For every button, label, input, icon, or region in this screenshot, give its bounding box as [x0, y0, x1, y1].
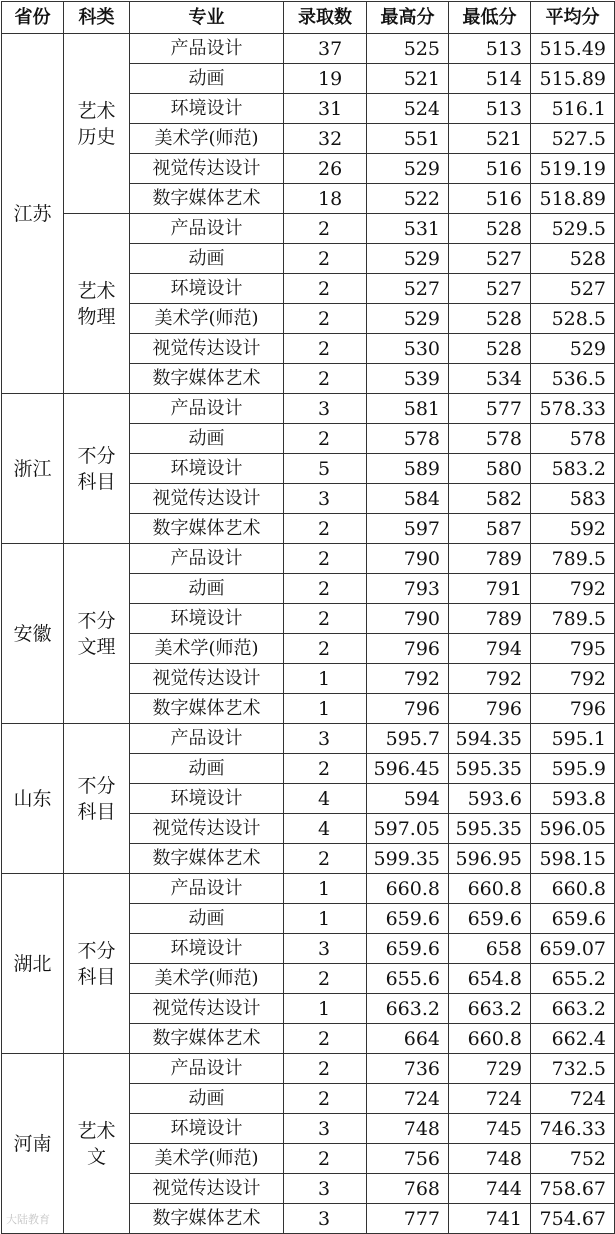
avg-score-cell: 583: [531, 484, 615, 514]
min-score-cell: 658: [449, 934, 531, 964]
header-min: 最低分: [449, 2, 531, 34]
min-score-cell: 794: [449, 634, 531, 664]
admitted-count-cell: 1: [284, 664, 367, 694]
major-cell: 视觉传达设计: [130, 334, 284, 364]
admitted-count-cell: 2: [284, 1054, 367, 1084]
major-cell: 产品设计: [130, 214, 284, 244]
major-cell: 产品设计: [130, 394, 284, 424]
min-score-cell: 744: [449, 1174, 531, 1204]
min-score-cell: 791: [449, 574, 531, 604]
max-score-cell: 748: [367, 1114, 449, 1144]
admitted-count-cell: 3: [284, 394, 367, 424]
major-cell: 视觉传达设计: [130, 154, 284, 184]
category-line: 艺术: [77, 99, 116, 122]
admitted-count-cell: 2: [284, 634, 367, 664]
max-score-cell: 529: [367, 244, 449, 274]
major-cell: 产品设计: [130, 724, 284, 754]
major-cell: 动画: [130, 574, 284, 604]
avg-score-cell: 724: [531, 1084, 615, 1114]
max-score-cell: 584: [367, 484, 449, 514]
max-score-cell: 529: [367, 304, 449, 334]
major-cell: 产品设计: [130, 34, 284, 64]
min-score-cell: 513: [449, 34, 531, 64]
max-score-cell: 521: [367, 64, 449, 94]
admitted-count-cell: 37: [284, 34, 367, 64]
category-line: 艺术: [77, 1119, 116, 1142]
avg-score-cell: 663.2: [531, 994, 615, 1024]
category-line: 不分: [77, 444, 116, 467]
category-line: 历史: [77, 125, 116, 148]
table-body: [2, 34, 615, 1234]
max-score-cell: 660.8: [367, 874, 449, 904]
min-score-cell: 527: [449, 274, 531, 304]
admitted-count-cell: 1: [284, 904, 367, 934]
min-score-cell: 789: [449, 544, 531, 574]
admitted-count-cell: 4: [284, 784, 367, 814]
min-score-cell: 516: [449, 154, 531, 184]
avg-score-cell: 595.9: [531, 754, 615, 784]
major-cell: 环境设计: [130, 604, 284, 634]
min-score-cell: 663.2: [449, 994, 531, 1024]
min-score-cell: 521: [449, 124, 531, 154]
admitted-count-cell: 3: [284, 1204, 367, 1234]
max-score-cell: 595.7: [367, 724, 449, 754]
table-row: [2, 874, 615, 904]
category-line: 科目: [77, 470, 116, 493]
admitted-count-cell: 1: [284, 694, 367, 724]
avg-score-cell: 660.8: [531, 874, 615, 904]
province-cell: 江苏: [2, 34, 64, 394]
avg-score-cell: 795: [531, 634, 615, 664]
admitted-count-cell: 31: [284, 94, 367, 124]
major-cell: 美术学(师范): [130, 634, 284, 664]
min-score-cell: 514: [449, 64, 531, 94]
admitted-count-cell: 2: [284, 424, 367, 454]
min-score-cell: 582: [449, 484, 531, 514]
header-avg: 平均分: [531, 2, 615, 34]
admitted-count-cell: 2: [284, 964, 367, 994]
major-cell: 数字媒体艺术: [130, 514, 284, 544]
max-score-cell: 736: [367, 1054, 449, 1084]
admitted-count-cell: 2: [284, 214, 367, 244]
major-cell: 动画: [130, 1084, 284, 1114]
min-score-cell: 796: [449, 694, 531, 724]
max-score-cell: 796: [367, 634, 449, 664]
min-score-cell: 578: [449, 424, 531, 454]
admission-scores-table: [1, 1, 615, 1234]
max-score-cell: 792: [367, 664, 449, 694]
major-cell: 动画: [130, 424, 284, 454]
province-cell: 安徽: [2, 544, 64, 724]
avg-score-cell: 758.67: [531, 1174, 615, 1204]
max-score-cell: 539: [367, 364, 449, 394]
max-score-cell: 578: [367, 424, 449, 454]
min-score-cell: 528: [449, 334, 531, 364]
province-cell: 湖北: [2, 874, 64, 1054]
major-cell: 美术学(师范): [130, 1144, 284, 1174]
admitted-count-cell: 3: [284, 934, 367, 964]
max-score-cell: 793: [367, 574, 449, 604]
major-cell: 数字媒体艺术: [130, 364, 284, 394]
table-row: [2, 544, 615, 574]
admitted-count-cell: 2: [284, 844, 367, 874]
min-score-cell: 595.35: [449, 754, 531, 784]
admitted-count-cell: 19: [284, 64, 367, 94]
category-cell: [64, 1054, 130, 1234]
admitted-count-cell: 2: [284, 304, 367, 334]
category-cell: [64, 874, 130, 1054]
admitted-count-cell: 2: [284, 574, 367, 604]
avg-score-cell: 754.67: [531, 1204, 615, 1234]
table-row: [2, 34, 615, 64]
admitted-count-cell: 2: [284, 1024, 367, 1054]
avg-score-cell: 752: [531, 1144, 615, 1174]
category-line: 物理: [77, 305, 116, 328]
max-score-cell: 664: [367, 1024, 449, 1054]
province-cell: 浙江: [2, 394, 64, 544]
major-cell: 数字媒体艺术: [130, 694, 284, 724]
major-cell: 美术学(师范): [130, 304, 284, 334]
max-score-cell: 589: [367, 454, 449, 484]
min-score-cell: 516: [449, 184, 531, 214]
province-cell: 山东: [2, 724, 64, 874]
avg-score-cell: 527: [531, 274, 615, 304]
avg-score-cell: 529: [531, 334, 615, 364]
avg-score-cell: 792: [531, 574, 615, 604]
avg-score-cell: 592: [531, 514, 615, 544]
min-score-cell: 580: [449, 454, 531, 484]
admitted-count-cell: 1: [284, 994, 367, 1024]
max-score-cell: 756: [367, 1144, 449, 1174]
max-score-cell: 599.35: [367, 844, 449, 874]
max-score-cell: 790: [367, 604, 449, 634]
min-score-cell: 745: [449, 1114, 531, 1144]
max-score-cell: 524: [367, 94, 449, 124]
min-score-cell: 792: [449, 664, 531, 694]
major-cell: 数字媒体艺术: [130, 844, 284, 874]
max-score-cell: 594: [367, 784, 449, 814]
min-score-cell: 659.6: [449, 904, 531, 934]
header-province: 省份: [2, 2, 64, 34]
major-cell: 环境设计: [130, 1114, 284, 1144]
admitted-count-cell: 18: [284, 184, 367, 214]
max-score-cell: 581: [367, 394, 449, 424]
avg-score-cell: 527.5: [531, 124, 615, 154]
min-score-cell: 595.35: [449, 814, 531, 844]
major-cell: 产品设计: [130, 874, 284, 904]
max-score-cell: 655.6: [367, 964, 449, 994]
admitted-count-cell: 2: [284, 1084, 367, 1114]
category-cell: [64, 544, 130, 724]
category-cell: [64, 724, 130, 874]
max-score-cell: 597.05: [367, 814, 449, 844]
category-cell: [64, 214, 130, 394]
avg-score-cell: 659.6: [531, 904, 615, 934]
avg-score-cell: 593.8: [531, 784, 615, 814]
avg-score-cell: 792: [531, 664, 615, 694]
avg-score-cell: 598.15: [531, 844, 615, 874]
admitted-count-cell: 2: [284, 244, 367, 274]
major-cell: 视觉传达设计: [130, 1174, 284, 1204]
admitted-count-cell: 2: [284, 514, 367, 544]
min-score-cell: 527: [449, 244, 531, 274]
max-score-cell: 529: [367, 154, 449, 184]
major-cell: 动画: [130, 904, 284, 934]
min-score-cell: 660.8: [449, 1024, 531, 1054]
major-cell: 环境设计: [130, 94, 284, 124]
category-line: 不分: [77, 609, 116, 632]
admitted-count-cell: 4: [284, 814, 367, 844]
avg-score-cell: 528.5: [531, 304, 615, 334]
major-cell: 视觉传达设计: [130, 994, 284, 1024]
major-cell: 产品设计: [130, 1054, 284, 1084]
avg-score-cell: 789.5: [531, 544, 615, 574]
min-score-cell: 534: [449, 364, 531, 394]
avg-score-cell: 529.5: [531, 214, 615, 244]
header-admitted: 录取数: [284, 2, 367, 34]
header-major: 专业: [130, 2, 284, 34]
category-cell: [64, 34, 130, 214]
avg-score-cell: 536.5: [531, 364, 615, 394]
min-score-cell: 660.8: [449, 874, 531, 904]
avg-score-cell: 746.33: [531, 1114, 615, 1144]
max-score-cell: 659.6: [367, 934, 449, 964]
admitted-count-cell: 2: [284, 1144, 367, 1174]
major-cell: 环境设计: [130, 934, 284, 964]
avg-score-cell: 519.19: [531, 154, 615, 184]
max-score-cell: 768: [367, 1174, 449, 1204]
major-cell: 产品设计: [130, 544, 284, 574]
major-cell: 环境设计: [130, 274, 284, 304]
admitted-count-cell: 2: [284, 334, 367, 364]
max-score-cell: 551: [367, 124, 449, 154]
admitted-count-cell: 3: [284, 724, 367, 754]
admitted-count-cell: 2: [284, 604, 367, 634]
table-row: [2, 214, 615, 244]
min-score-cell: 593.6: [449, 784, 531, 814]
avg-score-cell: 796: [531, 694, 615, 724]
header-category: 科类: [64, 2, 130, 34]
min-score-cell: 654.8: [449, 964, 531, 994]
min-score-cell: 596.95: [449, 844, 531, 874]
admitted-count-cell: 2: [284, 274, 367, 304]
min-score-cell: 741: [449, 1204, 531, 1234]
max-score-cell: 663.2: [367, 994, 449, 1024]
category-line: 科目: [77, 965, 116, 988]
major-cell: 美术学(师范): [130, 964, 284, 994]
max-score-cell: 530: [367, 334, 449, 364]
table-row: [2, 394, 615, 424]
max-score-cell: 724: [367, 1084, 449, 1114]
table-row: [2, 724, 615, 754]
admitted-count-cell: 3: [284, 1114, 367, 1144]
avg-score-cell: 583.2: [531, 454, 615, 484]
major-cell: 数字媒体艺术: [130, 1024, 284, 1054]
min-score-cell: 587: [449, 514, 531, 544]
admitted-count-cell: 32: [284, 124, 367, 154]
avg-score-cell: 528: [531, 244, 615, 274]
province-cell: 河南: [2, 1054, 64, 1234]
major-cell: 动画: [130, 244, 284, 274]
avg-score-cell: 655.2: [531, 964, 615, 994]
max-score-cell: 531: [367, 214, 449, 244]
header-row: [2, 2, 615, 34]
admitted-count-cell: 2: [284, 364, 367, 394]
major-cell: 视觉传达设计: [130, 814, 284, 844]
max-score-cell: 527: [367, 274, 449, 304]
min-score-cell: 729: [449, 1054, 531, 1084]
avg-score-cell: 516.1: [531, 94, 615, 124]
avg-score-cell: 659.07: [531, 934, 615, 964]
max-score-cell: 777: [367, 1204, 449, 1234]
max-score-cell: 522: [367, 184, 449, 214]
major-cell: 动画: [130, 64, 284, 94]
admitted-count-cell: 5: [284, 454, 367, 484]
category-line: 文: [86, 1145, 106, 1168]
min-score-cell: 748: [449, 1144, 531, 1174]
admitted-count-cell: 26: [284, 154, 367, 184]
avg-score-cell: 578: [531, 424, 615, 454]
category-line: 不分: [77, 774, 116, 797]
major-cell: 环境设计: [130, 784, 284, 814]
admitted-count-cell: 3: [284, 1174, 367, 1204]
max-score-cell: 525: [367, 34, 449, 64]
avg-score-cell: 662.4: [531, 1024, 615, 1054]
min-score-cell: 528: [449, 214, 531, 244]
major-cell: 动画: [130, 754, 284, 784]
header-max: 最高分: [367, 2, 449, 34]
min-score-cell: 513: [449, 94, 531, 124]
avg-score-cell: 518.89: [531, 184, 615, 214]
avg-score-cell: 789.5: [531, 604, 615, 634]
major-cell: 数字媒体艺术: [130, 1204, 284, 1234]
min-score-cell: 528: [449, 304, 531, 334]
admitted-count-cell: 1: [284, 874, 367, 904]
admitted-count-cell: 2: [284, 544, 367, 574]
watermark: 大陆教育: [6, 1213, 50, 1226]
max-score-cell: 659.6: [367, 904, 449, 934]
avg-score-cell: 732.5: [531, 1054, 615, 1084]
min-score-cell: 724: [449, 1084, 531, 1114]
category-line: 科目: [77, 800, 116, 823]
min-score-cell: 594.35: [449, 724, 531, 754]
avg-score-cell: 596.05: [531, 814, 615, 844]
max-score-cell: 796: [367, 694, 449, 724]
category-cell: [64, 394, 130, 544]
category-line: 不分: [77, 939, 116, 962]
max-score-cell: 597: [367, 514, 449, 544]
category-line: 文理: [77, 635, 116, 658]
major-cell: 视觉传达设计: [130, 484, 284, 514]
major-cell: 视觉传达设计: [130, 664, 284, 694]
avg-score-cell: 595.1: [531, 724, 615, 754]
admitted-count-cell: 2: [284, 754, 367, 784]
admitted-count-cell: 3: [284, 484, 367, 514]
avg-score-cell: 578.33: [531, 394, 615, 424]
category-line: 艺术: [77, 279, 116, 302]
avg-score-cell: 515.49: [531, 34, 615, 64]
max-score-cell: 790: [367, 544, 449, 574]
major-cell: 环境设计: [130, 454, 284, 484]
major-cell: 数字媒体艺术: [130, 184, 284, 214]
table-row: [2, 1054, 615, 1084]
min-score-cell: 789: [449, 604, 531, 634]
avg-score-cell: 515.89: [531, 64, 615, 94]
max-score-cell: 596.45: [367, 754, 449, 784]
min-score-cell: 577: [449, 394, 531, 424]
major-cell: 美术学(师范): [130, 124, 284, 154]
